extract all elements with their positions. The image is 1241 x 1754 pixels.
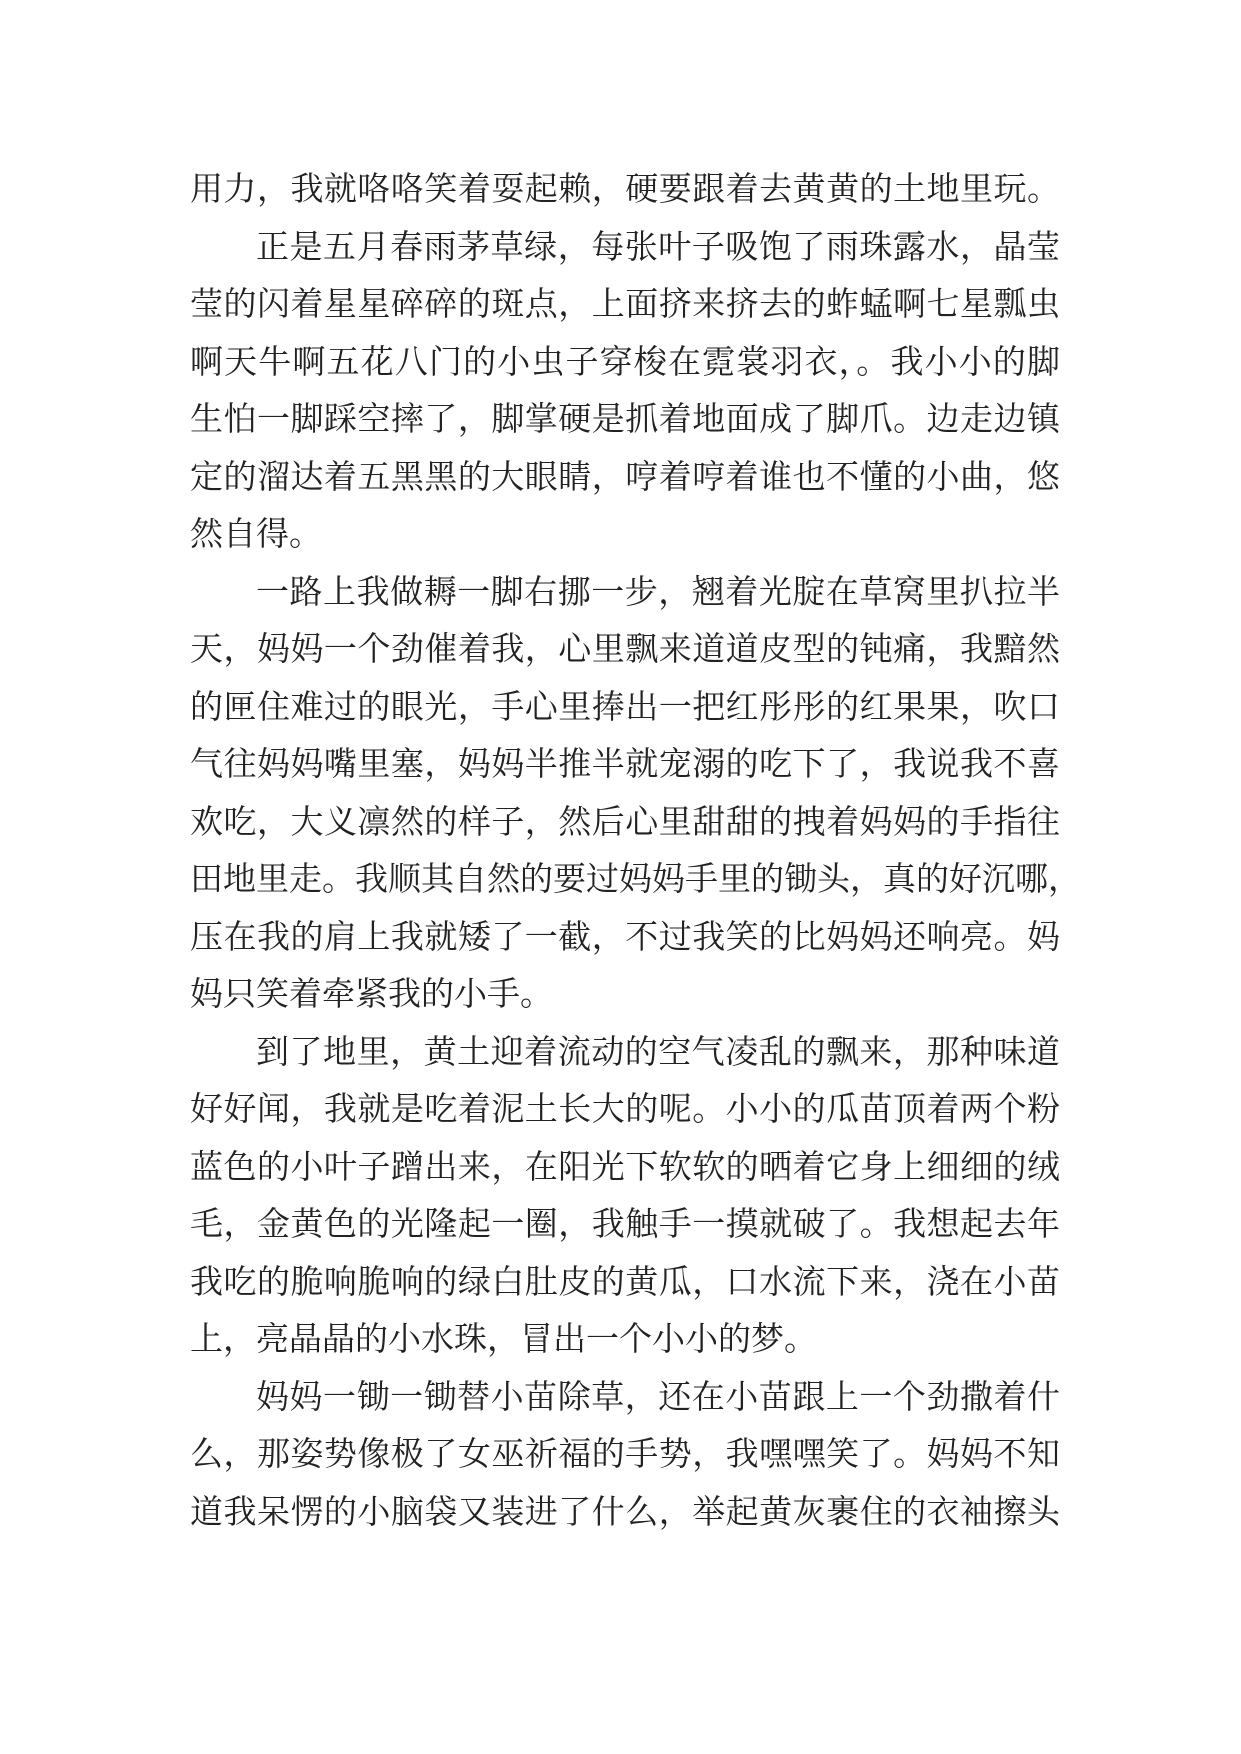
text-line: 道我呆愣的小脑袋又装进了什么，举起黄灰裹住的衣袖擦头 xyxy=(190,1491,1060,1531)
text-line: 定的溜达着五黑黑的大眼睛，哼着哼着谁也不懂的小曲，悠 xyxy=(190,456,1060,496)
paragraph xyxy=(190,1368,1060,1541)
paragraph xyxy=(190,1023,1060,1368)
text-line: 么，那姿势像极了女巫祈福的手势，我嘿嘿笑了。妈妈不知 xyxy=(190,1434,1060,1473)
text-line: 田地里走。我顺其自然的要过妈妈手里的锄头，真的好沉哪， xyxy=(190,859,1081,898)
text-line: 啊天牛啊五花八门的小虫子穿梭在霓裳羽衣，。我小小的脚 xyxy=(190,341,1060,381)
body-text xyxy=(190,160,1081,1540)
text-line: 我吃的脆响脆响的绿白肚皮的黄瓜，口水流下来，浇在小苗 xyxy=(190,1261,1060,1301)
text-line: 到了地里，黄土迎着流动的空气凌乱的飘来，那种味道 xyxy=(256,1031,1060,1071)
paragraph xyxy=(190,563,1081,1023)
text-line: 妈妈一锄一锄替小苗除草，还在小苗跟上一个劲撒着什 xyxy=(256,1376,1060,1416)
text-line: 欢吃，大义凛然的样子，然后心里甜甜的拽着妈妈的手指往 xyxy=(190,801,1060,841)
text-line: 压在我的肩上我就矮了一截，不过我笑的比妈妈还响亮。妈 xyxy=(190,916,1060,956)
text-line: 气往妈妈嘴里塞，妈妈半推半就宠溺的吃下了，我说我不喜 xyxy=(190,744,1060,783)
text-line: 蓝色的小叶子蹭出来，在阳光下软软的晒着它身上细细的绒 xyxy=(190,1146,1060,1186)
paragraph xyxy=(190,218,1060,563)
text-line: 上，亮晶晶的小水珠，冒出一个小小的梦。 xyxy=(190,1319,817,1358)
text-line: 生怕一脚踩空摔了，脚掌硬是抓着地面成了脚爪。边走边镇 xyxy=(190,399,1060,438)
text-line: 毛，金黄色的光隆起一圈，我触手一摸就破了。我想起去年 xyxy=(190,1204,1060,1243)
text-line: 然自得。 xyxy=(190,514,322,553)
text-line: 莹的闪着星星碎碎的斑点，上面挤来挤去的蚱蜢啊七星瓢虫 xyxy=(190,284,1060,323)
paragraph xyxy=(190,160,1060,218)
text-line: 一路上我做耨一脚右挪一步，翘着光腚在草窝里扒拉半 xyxy=(256,571,1060,611)
text-line: 天，妈妈一个劲催着我，心里飘来道道皮型的钝痛，我黯然 xyxy=(190,629,1060,668)
text-line: 用力，我就咯咯笑着耍起赖，硬要跟着去黄黄的土地里玩。 xyxy=(190,169,1060,208)
text-line: 好好闻，我就是吃着泥土长大的呢。小小的瓜苗顶着两个粉 xyxy=(190,1089,1060,1128)
text-line: 的匣住难过的眼光，手心里捧出一把红彤彤的红果果，吹口 xyxy=(190,686,1060,726)
text-line: 妈只笑着牵紧我的小手。 xyxy=(190,974,553,1013)
text-line: 正是五月春雨茅草绿，每张叶子吸饱了雨珠露水，晶莹 xyxy=(256,226,1060,266)
